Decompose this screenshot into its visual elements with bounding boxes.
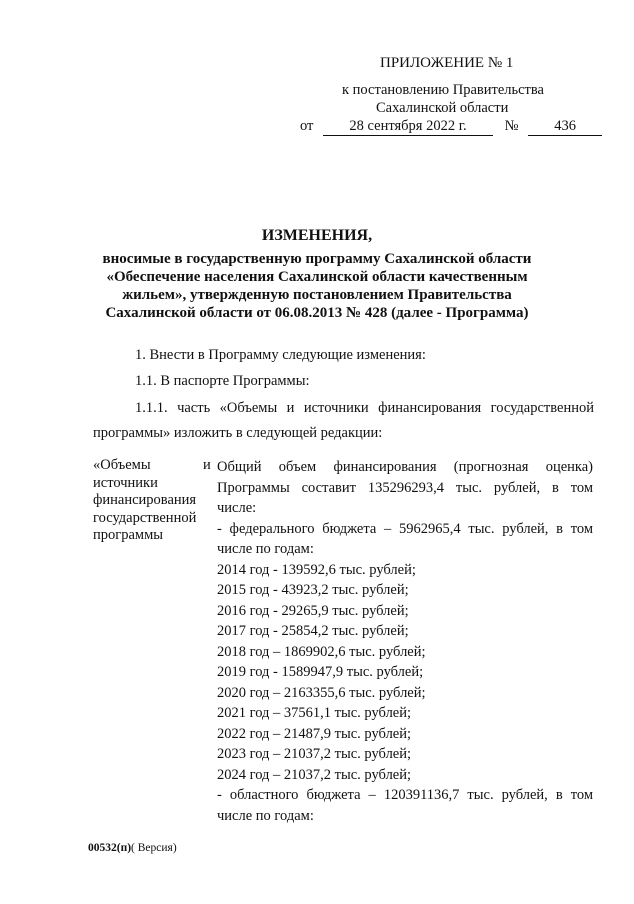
year-row: 2019 год - 1589947,9 тыс. рублей; [217,664,424,680]
title-sub-4: Сахалинской области от 06.08.2013 № 428 (далее - Программа) [105,305,529,321]
header-line-1: к постановлению Правительства [342,82,544,98]
year-row: 2023 год – 21037,2 тыс. рублей; [217,746,412,762]
left-line-1: «Объемы [93,457,151,473]
title-sub-1: вносимые в государственную программу Сахалинской области [102,251,532,267]
right-intro-1: Общий объем финансирования (прогнозная оценка) [217,459,593,475]
table-left-column [93,457,213,545]
item-1-1-1-line2: программы» изложить в следующей редакции: [93,425,383,441]
left-conjunction: и [203,457,211,473]
year-row: 2016 год - 29265,9 тыс. рублей; [217,602,409,619]
federal-line-2: числе по годам: [217,541,314,557]
title-sub-3: жильем», утвержденную постановлением Правительства [122,287,512,303]
left-line-5: программы [93,527,163,543]
document-title: ИЗМЕНЕНИЯ, [261,227,373,244]
left-line-3: финансирования [93,492,197,508]
number-label: № [504,118,519,134]
decree-number: 436 [528,118,602,136]
item-1: 1. Внести в Программу следующие изменения: [135,347,426,363]
footer-code: 00532(п) [88,842,132,854]
header-line-2: Сахалинской области [376,100,509,116]
year-row: 2022 год – 21487,9 тыс. рублей; [217,725,412,742]
year-row: 2021 год – 37561,1 тыс. рублей; [217,705,412,721]
item-1-1: 1.1. В паспорте Программы: [135,373,310,389]
year-row: 2024 год – 21037,2 тыс. рублей; [217,766,412,783]
left-line-4: государственной [93,509,197,526]
left-line-2: источники [93,474,158,491]
regional-line-2: числе по годам: [217,807,314,824]
year-row: 2017 год - 25854,2 тыс. рублей; [217,623,409,639]
regional-line-1: - областного бюджета – 120391136,7 тыс. рублей, в том [217,787,593,803]
table-right-column [217,457,593,826]
year-row: 2020 год – 2163355,6 тыс. рублей; [217,684,426,701]
year-row: 2018 год – 1869902,6 тыс. рублей; [217,643,426,660]
appendix-label: ПРИЛОЖЕНИЕ № 1 [380,55,514,71]
federal-line-1: - федерального бюджета – 5962965,4 тыс. рублей, в том [217,520,593,537]
footer-version: ( Версия) [131,842,177,854]
footer [88,842,177,854]
right-intro-2: Программы составит 135296293,4 тыс. рублей, в том [217,479,593,496]
year-row: 2014 год - 139592,6 тыс. рублей; [217,561,416,578]
item-1-1-1-line1: 1.1.1. часть «Объемы и источники финансирования государственной [135,400,594,416]
year-row: 2015 год - 43923,2 тыс. рублей; [217,582,409,598]
from-label: от [300,118,314,134]
right-intro-3: числе: [217,500,257,516]
decree-details [300,118,602,136]
title-sub-2: «Обеспечение населения Сахалинской области качественным [106,269,528,285]
decree-date: 28 сентября 2022 г. [323,118,493,136]
